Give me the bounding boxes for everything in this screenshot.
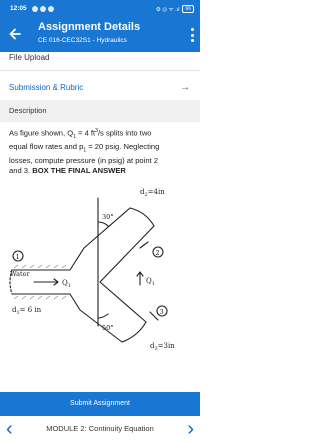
notification-icons [32,6,54,12]
chevron-right-icon[interactable]: › [187,418,194,440]
text-fragment: BOX THE FINAL ANSWER [32,166,126,176]
question-line-2 [9,142,195,156]
point-1-label: 1 [15,253,20,261]
status-time: 12:05 [10,5,27,12]
submission-rubric-link[interactable] [0,77,200,99]
text-fragment: Q [146,277,152,285]
q1-branch-label [146,277,155,287]
angle-arc-top [98,222,108,226]
text-fragment: d [150,342,155,350]
text-fragment: and 3. [9,166,33,176]
submit-label: Submit Assignment [70,400,130,407]
q1-inlet-label [62,279,71,289]
pipe-end-2 [130,208,154,226]
module-label: MODULE 2: Continuity Equation [46,424,154,433]
text-fragment: 3 [95,128,98,134]
status-indicators [156,5,194,13]
signal-icon: ⚙ ◎ ᯤ .ıl [155,6,180,13]
leader-line [150,312,158,320]
text-fragment: /s splits into two [97,128,152,138]
app-bar [0,17,200,52]
notification-icon [40,6,46,12]
angle-bottom-label: 50° [102,324,114,332]
arrow-back-icon [8,27,22,41]
text-fragment: d [140,188,145,196]
arrow-right-icon: → [180,82,190,93]
pipe-junction-diagram [0,186,200,364]
d2-label [140,188,165,198]
text-fragment: =3in [157,342,175,350]
more-menu-button[interactable] [188,26,196,44]
question-line-1 [9,126,195,142]
text-fragment: 1 [73,134,76,141]
notification-icon [48,6,54,12]
chevron-left-icon[interactable]: ‹ [6,418,13,440]
submit-assignment-button[interactable] [0,392,200,416]
pipe-inner-wall [100,226,154,322]
text-fragment: = 4 ft [75,128,96,138]
status-bar [0,0,200,17]
file-upload-label: File Upload [9,53,50,62]
d1-label [12,306,42,316]
question-line-4 [9,166,195,176]
text-fragment: As figure shown, Q [9,128,74,138]
file-upload-row[interactable] [0,52,200,70]
text-fragment: 2 [144,192,148,198]
pipe-end-3 [122,322,146,342]
angle-arc-bottom [98,314,108,318]
point-3-label: 3 [159,308,164,316]
water-label: Water [10,270,30,278]
question-text [9,126,195,177]
course-subtitle: CE 016-CEC32S1 - Hydraulics [38,37,127,44]
more-vert-icon-dot [191,39,194,42]
module-navigation [0,416,200,444]
question-line-3: losses, compute pressure (in psig) at point 2 [9,156,158,166]
text-fragment: Q [62,279,68,287]
more-vert-icon [191,28,194,31]
divider [0,70,200,71]
text-fragment: 1 [83,147,87,154]
leader-line [140,242,148,248]
angle-top-label: 30° [102,213,114,221]
page-title: Assignment Details [38,21,141,33]
text-fragment: 1 [151,281,155,287]
battery-icon: 66 [182,5,194,13]
back-button[interactable] [6,25,24,43]
d3-label [150,342,175,352]
more-vert-icon-dot [191,34,194,37]
text-fragment: = 20 psig. Neglecting [86,142,160,152]
text-fragment: =4in [147,188,165,196]
point-2-label: 2 [155,249,160,257]
text-fragment: 1 [16,310,20,316]
description-label: Description [9,106,47,115]
description-header [0,100,200,122]
text-fragment: = 6 in [19,306,42,314]
submission-rubric-label: Submission & Rubric [9,83,84,92]
pipe-lower-wall [12,294,122,342]
notification-icon [32,6,38,12]
text-fragment: equal flow rates and p [9,142,84,152]
text-fragment: 1 [67,283,71,289]
text-fragment: 3 [154,346,158,352]
text-fragment: d [12,306,17,314]
